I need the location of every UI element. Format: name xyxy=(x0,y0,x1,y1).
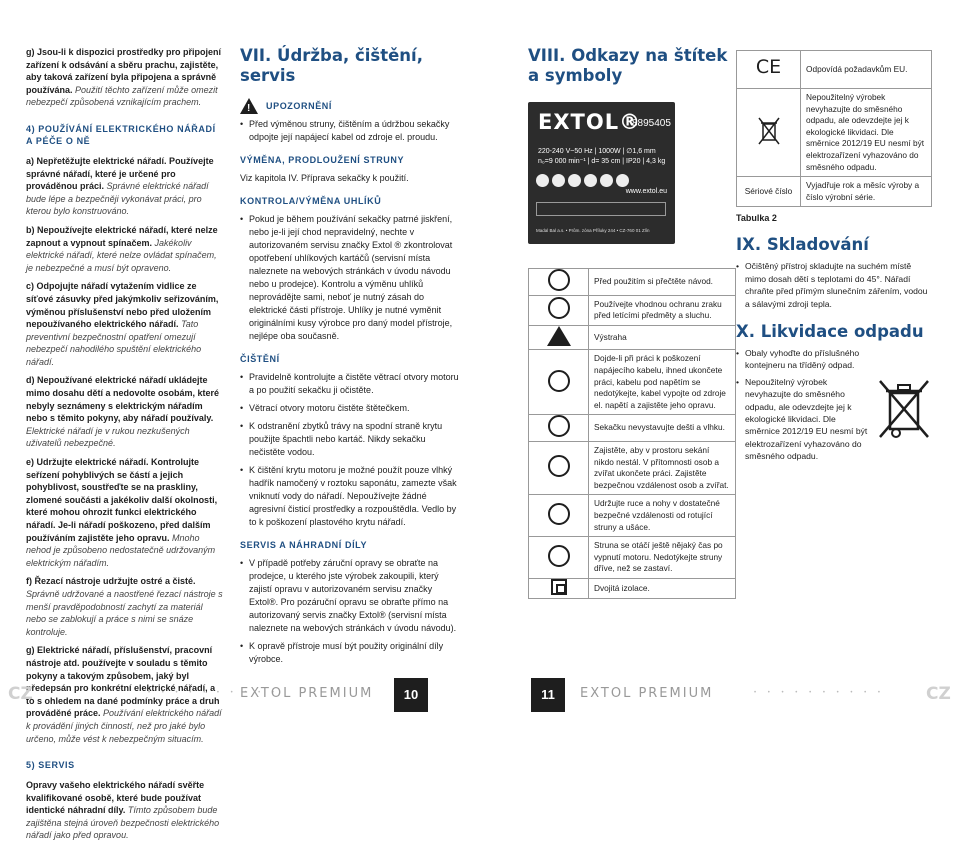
symbol-description: Před použitím si přečtěte návod. xyxy=(589,269,736,296)
symbol-description: Dojde-li při práci k poškození napájecího kabelu, ihned ukončete práci, kabelu pod napětím se nedotýkejte, kabel vypojte od zdroje el. napětí a zajistěte jeho opravu. xyxy=(589,350,736,415)
table-row xyxy=(529,495,736,537)
ce-icon: CE xyxy=(755,56,782,79)
rain-icon xyxy=(600,174,613,187)
list-item: • K odstranění zbytků trávy na spodní straně krytu použijte špachtli nebo kartáč. Nikdy sekačku nečistěte vodou. xyxy=(240,420,460,459)
rule-d-text: d) Nepoužívané elektrické nářadí ukládejte mimo dosahu dětí a nedovolte osobám, které nebyly seznámeny s elektrickým nářadím nebo s těmito pokyny, aby nářadí používaly. xyxy=(26,375,220,424)
storage-list xyxy=(736,260,934,310)
rule-f-text: f) Řezací nástroje udržujte ostré a čisté. xyxy=(26,576,196,587)
rule-b-note: Jakékoliv elektrické nářadí, které nelze ovládat spínačem, je nebezpečné a musí být opraveno. xyxy=(26,237,217,273)
list-item: • Očištěný přístroj skladujte na suchém místě mimo dosah dětí s teplotami do 45°. Nářadí chraňte před přímým slunečním zářením, vodou a sálavými zdroji tepla. xyxy=(736,260,934,310)
rotating-string-icon xyxy=(548,545,570,567)
table-row xyxy=(529,415,736,442)
symbols-table-2 xyxy=(736,50,932,207)
page-number-right: 11 xyxy=(531,678,565,712)
table-row xyxy=(529,578,736,599)
manual-icon xyxy=(548,269,570,291)
symbols-table xyxy=(528,268,736,599)
rule-f-note: Správně udržované a naostřené řezací nástroje s menší pravděpodobností zachytí za materiál nebo se zablokují a práce s nimi se snáze kontroluje. xyxy=(26,588,223,637)
ce-icon xyxy=(616,174,629,187)
warning-icon xyxy=(568,174,581,187)
plate-serial-field xyxy=(536,202,666,216)
page11-right-column xyxy=(736,50,934,467)
brushes-heading: KONTROLA/VÝMĚNA UHLÍKŮ xyxy=(240,196,382,206)
symbol-description: Sekačku nevystavujte dešti a vlhku. xyxy=(589,415,736,442)
service-text: Opravy vašeho elektrického nářadí svěřte kvalifikované osobě, které bude používat identické náhradní díly. xyxy=(26,780,205,816)
rule-g-text: g) Jsou-li k dispozici prostředky pro připojení zařízení k odsávání a sběru prachu, zajistěte, aby taková zařízení byla připojena a správně používána. xyxy=(26,47,222,95)
disposal-list xyxy=(736,347,870,467)
footer-dots: • • • • • • • • • • xyxy=(148,690,280,696)
rule-c-note: Tato preventivní bezpečnostní opatření omezují nebezpečí nahodilého spuštění elektrického nářadí. xyxy=(26,319,202,367)
warning-icon: ! xyxy=(240,98,258,114)
page-number-left: 10 xyxy=(394,678,428,712)
table-caption: Tabulka 2 xyxy=(736,213,777,224)
rule-a-text: a) Nepřetěžujte elektrické nářadí. Používejte správné nářadí, které je určené pro prováděnou práci. xyxy=(26,155,214,192)
product-code: 8895405 xyxy=(632,118,671,129)
warning-label: UPOZORNĚNÍ xyxy=(266,100,333,111)
rule-g2-note: Používání elektrického nářadí k provádění jiných činností, než pro jaké bylo určeno, může vést k nebezpečným situacím. xyxy=(26,708,222,744)
plate-manufacturer: Madal Bal a.s. • Prům. zóna Příluky 244 • CZ-760 01 Zlín xyxy=(536,228,650,233)
plate-specs xyxy=(538,147,670,167)
string-text: Viz kapitola IV. Příprava sekačky k použití. xyxy=(240,173,409,183)
goggles-ear-icon xyxy=(548,297,570,319)
rule-d-note: Elektrické nářadí je v rukou nezkušených uživatelů nebezpečné. xyxy=(26,425,190,449)
cleaning-list xyxy=(240,371,460,529)
table-row xyxy=(529,295,736,325)
plate-spec-line: 220-240 V~50 Hz | 1000W | ∅1,6 mm xyxy=(538,148,656,155)
list-item: • Obaly vyhoďte do příslušného kontejneru na tříděný odpad. xyxy=(736,347,870,372)
service-heading: SERVIS A NÁHRADNÍ DÍLY xyxy=(240,540,368,550)
language-code-right: CZ xyxy=(926,684,951,704)
list-item: • Před výměnou struny, čištěním a údržbou sekačky odpojte její napájecí kabel od zdroje el. proudu. xyxy=(240,118,460,144)
section-4-heading: 4) POUŽÍVÁNÍ ELEKTRICKÉHO NÁŘADÍ A PÉČE O NĚ xyxy=(26,123,216,146)
chapter-8-title: VIII. Odkazy na štítek a symboly xyxy=(528,46,728,85)
footer-brand-left: EXTOL PREMIUM xyxy=(240,686,374,701)
symbol-description: Používejte vhodnou ochranu zraku před letícími předměty a sluchu. xyxy=(589,295,736,325)
warning-icon xyxy=(547,326,571,346)
rule-b-text: b) Nepoužívejte elektrické nářadí, které nelze zapnout a vypnout spínačem. xyxy=(26,224,218,248)
rule-c-text: c) Odpojujte nářadí vytažením vidlice ze síťové zásuvky před jakýmkoliv seřizováním, výměnou příslušenství nebo před uložením nepoužívaného elektrického nářadí. xyxy=(26,281,219,330)
chapter-10-title: X. Likvidace odpadu xyxy=(736,321,924,341)
symbol-description: Zajistěte, aby v prostoru sekání nikdo nestál. V přítomnosti osob a zvířat ukončete práci. Zajistěte bezpečnou vzdálenost osob a zvířat. xyxy=(589,441,736,494)
double-insulation-icon xyxy=(551,579,567,595)
crossed-bin-icon xyxy=(757,116,781,146)
rain-icon xyxy=(548,415,570,437)
plate-web: www.extol.eu xyxy=(625,188,667,195)
list-item: • Pravidelně kontrolujte a čistěte větrací otvory motoru a po použití sekačku ji očistěte. xyxy=(240,371,460,397)
plate-spec-line: n₀=9 000 min⁻¹ | d= 35 cm | IP20 | 4,3 kg xyxy=(538,158,666,165)
cable-icon xyxy=(548,370,570,392)
list-item: • K čištění krytu motoru je možné použít pouze vlhký hadřík namočený v roztoku saponátu, zamezte však vniknutí vody do nářadí. Nepoužívejte žádné agresivní čisticí prostředky a rozpouštědla. Vedlo by to k poškození plastového krytu nářadí. xyxy=(240,464,460,529)
footer-brand-right: EXTOL PREMIUM xyxy=(580,686,714,701)
list-item: • Nepoužitelný výrobek nevyhazujte do směsného odpadu, ale odevzdejte jej k ekologické likvidaci. Dle směrnice 2012/19 EU nesmí být elektrozařízení vyhazováno do směsného odpadu. xyxy=(736,376,870,463)
page10-left-column xyxy=(26,46,224,848)
table-row xyxy=(529,350,736,415)
symbol-description: Struna se otáčí ještě nějaký čas po vypnutí motoru. Nedotýkejte struny dříve, než se zastaví. xyxy=(589,537,736,579)
symbol-description: Dvojitá izolace. xyxy=(589,578,736,599)
service-note: Tímto způsobem bude zajištěna stejná úroveň bezpečnosti elektrického nářadí jako před opravou. xyxy=(26,805,220,841)
list-item: • Větrací otvory motoru čistěte štětečkem. xyxy=(240,402,460,415)
table-row xyxy=(529,537,736,579)
rule-g2-text: g) Elektrické nářadí, příslušenství, pracovní nástroje atd. používejte v souladu s těmito pokyny a takovým způsobem, jaký byl předepsán pro konkrétní elektrické nářadí, a to s ohledem na dané podmínky práce a druh prováděné práce. xyxy=(26,645,220,719)
language-code-left: CZ xyxy=(8,684,33,704)
warning-block xyxy=(240,98,460,114)
list-item: • K opravě přístroje musí být použity originální díly výrobce. xyxy=(240,640,460,666)
chapter-7-title: VII. Údržba, čištění, servis xyxy=(240,46,423,85)
string-heading: VÝMĚNA, PRODLOUŽENÍ STRUNY xyxy=(240,155,405,165)
chapter-9-title: IX. Skladování xyxy=(736,235,869,255)
symbol-description: Odpovídá požadavkům EU. xyxy=(801,51,932,89)
footer-dots: • • • • • • • • • • xyxy=(754,690,886,696)
table-row xyxy=(529,441,736,494)
rule-g-note: Použití těchto zařízení může omezit nebezpečí způsobená vznikajícím prachem. xyxy=(26,84,218,108)
list-item: • V případě potřeby záruční opravy se obraťte na prodejce, u kterého jste výrobek zakoupili, který zajistí opravu v autorizovaném servisu značky Extol®. Pro pozáruční opravu se obraťte přímo na autorizovaný servis značky Extol® (servisní místa naleznete na webových stránkách v úvodu návodu). xyxy=(240,557,460,635)
table-row xyxy=(737,177,932,207)
symbol-description: Udržujte ruce a nohy v dostatečné bezpečné vzdálenosti od rotující struny a ušáce. xyxy=(589,495,736,537)
rule-e-note: Mnoho nehod je způsobeno nedostatečně udržovaným elektrickým nářadím. xyxy=(26,532,216,568)
serial-label: Sériové číslo xyxy=(737,177,801,207)
rule-e-text: e) Udržujte elektrické nářadí. Kontrolujte seřízení pohyblivých se částí a jejich pohyblivost, soustřeďte se na praskliny, zlomené součásti a jakékoliv další okolnosti, které mohou ohrozit funkci elektrického nářadí. Je-li nářadí poškozeno, před dalším používáním zajistěte jeho opravu. xyxy=(26,457,218,543)
goggles-icon xyxy=(552,174,565,187)
manual-icon xyxy=(536,174,549,187)
table-row xyxy=(737,51,932,89)
cleaning-heading: ČIŠTĚNÍ xyxy=(240,354,280,364)
table-row xyxy=(529,325,736,350)
page11-left-column xyxy=(528,46,728,599)
section-5-heading: 5) SERVIS xyxy=(26,760,75,771)
table-row xyxy=(529,269,736,296)
rule-a-note: Správné elektrické nářadí bude lépe a bezpečněji vykonávat práci, pro kterou bylo konstruováno. xyxy=(26,181,209,217)
rating-plate xyxy=(528,102,675,244)
extol-logo: EXTOL® xyxy=(538,110,642,134)
list-item: • Pokud je během používání sekačky patrné jiskření, nebo je-li její chod nepravidelný, nechte v autorizovaném servisu značky Extol ® zkontrolovat opotřebení uhlíkových kartáčů (servisní místa naleznete na webových stránkách v úvodu návodu nebo u prodejce). Kontrolu a výměnu uhlíků neprovádějte sami, neboť je nutný zásah do elektrické části přístroje. Uhlíky je nutné vyměnit originálními kusy výrobce pro daný model přístroje, nejlépe oba současně. xyxy=(240,213,460,343)
brushes-list xyxy=(240,213,460,343)
warning-list xyxy=(240,118,460,144)
symbol-description: Nepoužitelný výrobek nevyhazujte do směsného odpadu, ale odevzdejte jej k ekologické likvidaci. Dle směrnice 2012/19 EU nesmí být elektrozařízení vyhazováno do směsného odpadu. xyxy=(801,89,932,177)
plate-symbols xyxy=(536,174,629,187)
table-row xyxy=(737,89,932,177)
bystander-icon xyxy=(548,455,570,477)
symbol-description: Výstraha xyxy=(589,325,736,350)
cable-icon xyxy=(584,174,597,187)
crossed-bin-icon xyxy=(876,377,932,441)
page10-right-column xyxy=(240,46,460,671)
service-list xyxy=(240,557,460,666)
symbol-description: Vyjadřuje rok a měsíc výroby a číslo výrobní série. xyxy=(801,177,932,207)
footer xyxy=(0,678,960,714)
hands-feet-icon xyxy=(548,503,570,525)
